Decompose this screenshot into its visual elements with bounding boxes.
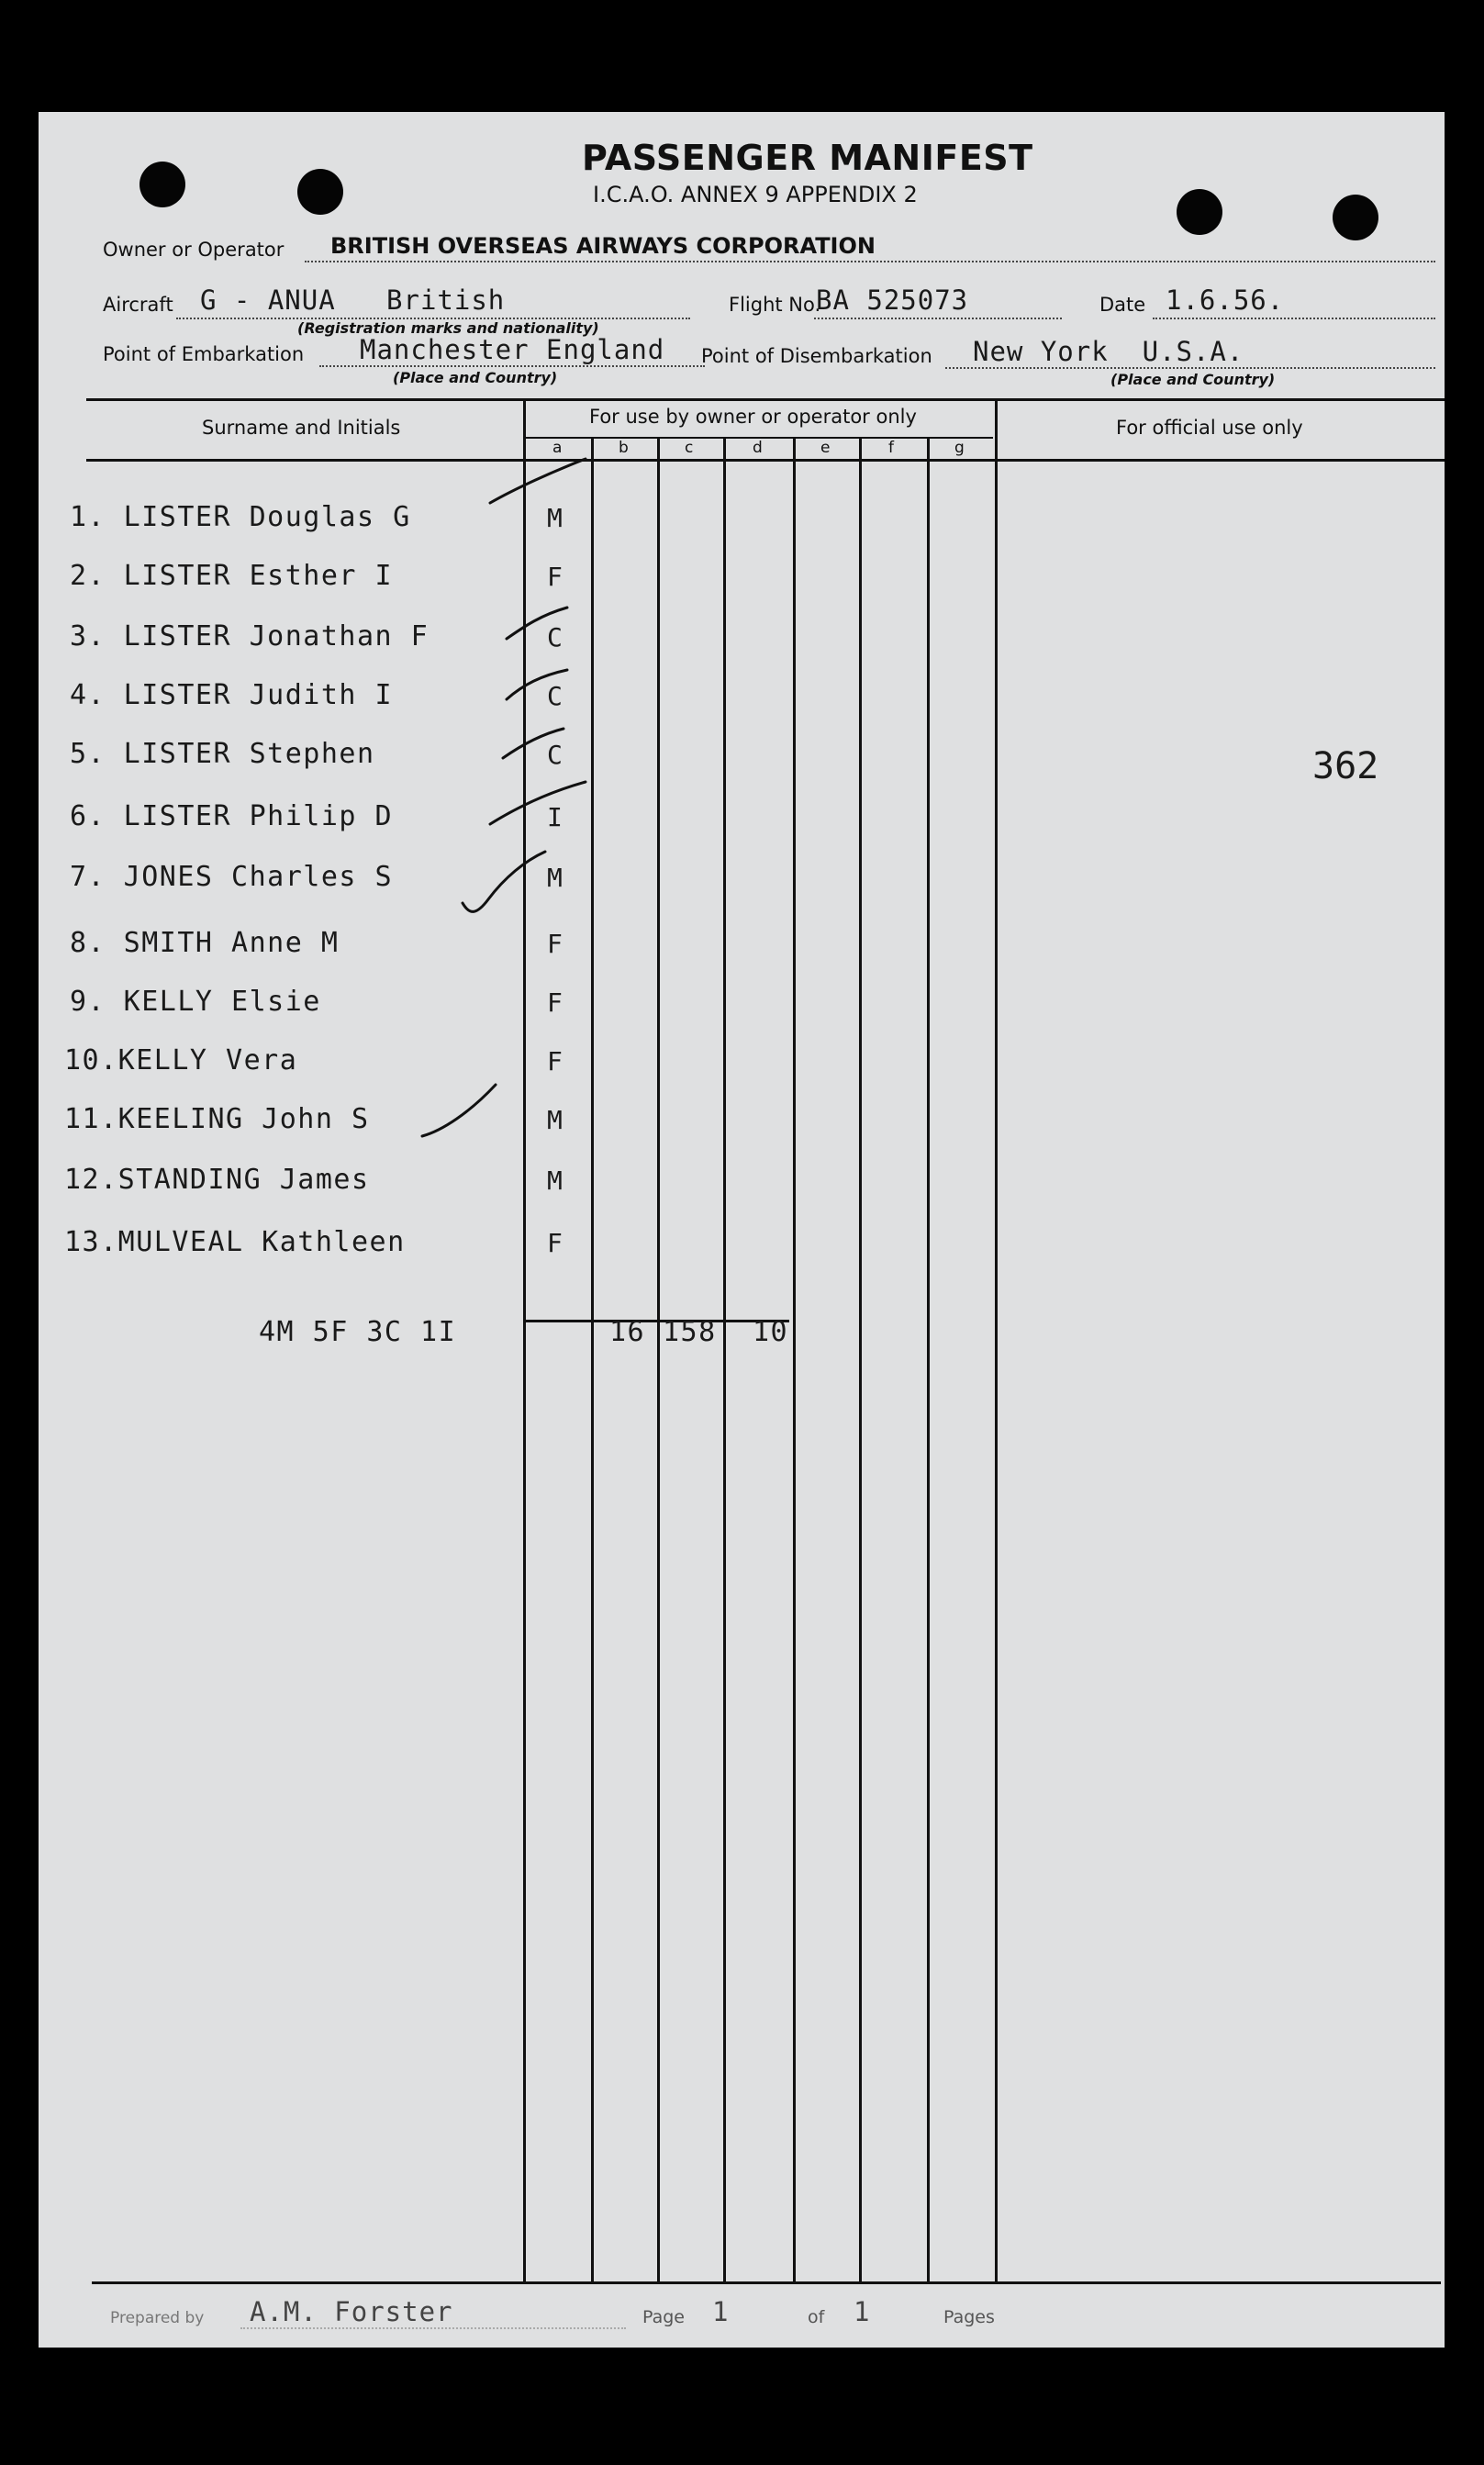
- column-divider-de: [793, 439, 796, 2281]
- passenger-code: F: [547, 1228, 563, 1258]
- table-top-rule: [86, 398, 1445, 401]
- official-column-divider: [995, 398, 998, 2281]
- punch-hole-icon: [1333, 195, 1378, 240]
- check-mark-icon: [490, 782, 586, 824]
- flight-label: Flight No.: [729, 294, 821, 316]
- prepared-dotted-line: [240, 2327, 626, 2329]
- surname-header: Surname and Initials: [202, 417, 401, 439]
- passenger-name: 1. LISTER Douglas G: [70, 501, 411, 533]
- passenger-name: 9. KELLY Elsie: [70, 986, 321, 1018]
- passenger-code: M: [547, 1105, 563, 1135]
- passenger-name: 2. LISTER Esther I: [70, 560, 394, 592]
- prepared-by-value: A.M. Forster: [250, 2296, 453, 2327]
- flight-dotted-line: [814, 318, 1062, 319]
- owner-use-header: For use by owner or operator only: [589, 406, 917, 428]
- passenger-code: F: [547, 987, 563, 1018]
- page-value: 1: [712, 2296, 730, 2327]
- punch-hole-icon: [1177, 189, 1222, 235]
- column-header-g: g: [954, 439, 965, 457]
- of-label: of: [808, 2307, 825, 2327]
- pages-label: Pages: [943, 2307, 995, 2327]
- passenger-name: 3. LISTER Jonathan F: [70, 620, 430, 652]
- passenger-name: 10.KELLY Vera: [64, 1044, 298, 1076]
- column-divider-cd: [723, 439, 726, 2281]
- flight-value: BA 525073: [816, 284, 969, 316]
- passenger-code: C: [547, 622, 563, 652]
- aircraft-note: (Registration marks and nationality): [297, 319, 599, 337]
- aircraft-label: Aircraft: [103, 294, 173, 316]
- check-mark-icon: [463, 852, 545, 911]
- embarkation-label: Point of Embarkation: [103, 343, 305, 365]
- aircraft-value: G - ANUA British: [200, 284, 506, 316]
- passenger-code: C: [547, 740, 563, 770]
- of-value: 1: [854, 2296, 871, 2327]
- column-header-e: e: [820, 439, 831, 457]
- embarkation-value: Manchester England: [360, 334, 665, 365]
- disembarkation-value: New York U.S.A.: [973, 336, 1244, 367]
- passenger-code: M: [547, 503, 563, 533]
- passenger-code: F: [547, 929, 563, 959]
- passenger-name: 13.MULVEAL Kathleen: [64, 1226, 406, 1258]
- total-b: 16: [609, 1316, 646, 1348]
- owner-label: Owner or Operator: [103, 239, 285, 261]
- passenger-name: 7. JONES Charles S: [70, 861, 394, 893]
- embarkation-note: (Place and Country): [393, 369, 558, 386]
- punch-hole-icon: [297, 169, 343, 215]
- disembarkation-dotted-line: [945, 367, 1435, 369]
- passenger-code: F: [547, 1046, 563, 1076]
- passenger-name: 5. LISTER Stephen: [70, 738, 375, 770]
- page-title: PASSENGER MANIFEST: [582, 138, 1033, 178]
- total-c: 158: [663, 1316, 717, 1348]
- date-label: Date: [1099, 294, 1146, 316]
- column-header-b: b: [619, 439, 629, 457]
- punch-hole-icon: [139, 162, 185, 207]
- passenger-name: 4. LISTER Judith I: [70, 679, 394, 711]
- passenger-code: I: [547, 802, 563, 832]
- official-number: 362: [1312, 745, 1379, 787]
- column-header-f: f: [888, 439, 894, 457]
- table-header-rule: [86, 459, 1445, 462]
- passenger-name: 12.STANDING James: [64, 1164, 370, 1196]
- column-divider-fg: [927, 439, 930, 2281]
- owner-dotted-line: [305, 261, 1435, 262]
- embarkation-dotted-line: [319, 365, 705, 367]
- passenger-code: M: [547, 1166, 563, 1196]
- column-header-c: c: [685, 439, 694, 457]
- page-subtitle: I.C.A.O. ANNEX 9 APPENDIX 2: [593, 182, 918, 207]
- totals-summary: 4M 5F 3C 1I: [259, 1316, 457, 1348]
- disembarkation-label: Point of Disembarkation: [701, 345, 932, 367]
- date-value: 1.6.56.: [1166, 284, 1285, 316]
- page-label: Page: [642, 2307, 685, 2327]
- column-header-a: a: [552, 439, 563, 457]
- passenger-name: 11.KEELING John S: [64, 1103, 370, 1135]
- totals-rule: [523, 1320, 789, 1322]
- passenger-name: 8. SMITH Anne M: [70, 927, 340, 959]
- passenger-name: 6. LISTER Philip D: [70, 800, 394, 832]
- check-mark-icon: [490, 459, 586, 503]
- surname-column-divider: [523, 398, 526, 2281]
- total-d: 10: [753, 1316, 789, 1348]
- column-header-d: d: [753, 439, 763, 457]
- table-bottom-rule: [92, 2281, 1441, 2284]
- date-dotted-line: [1153, 318, 1435, 319]
- column-divider-bc: [657, 439, 660, 2281]
- prepared-by-label: Prepared by: [110, 2309, 205, 2327]
- passenger-code: C: [547, 681, 563, 711]
- passenger-code: M: [547, 863, 563, 893]
- column-divider-ab: [591, 439, 594, 2281]
- disembarkation-note: (Place and Country): [1110, 371, 1276, 388]
- manifest-sheet: [39, 112, 1445, 2348]
- owner-value: BRITISH OVERSEAS AIRWAYS CORPORATION: [330, 233, 876, 259]
- column-divider-ef: [859, 439, 862, 2281]
- passenger-code: F: [547, 562, 563, 592]
- official-use-header: For official use only: [1116, 417, 1303, 439]
